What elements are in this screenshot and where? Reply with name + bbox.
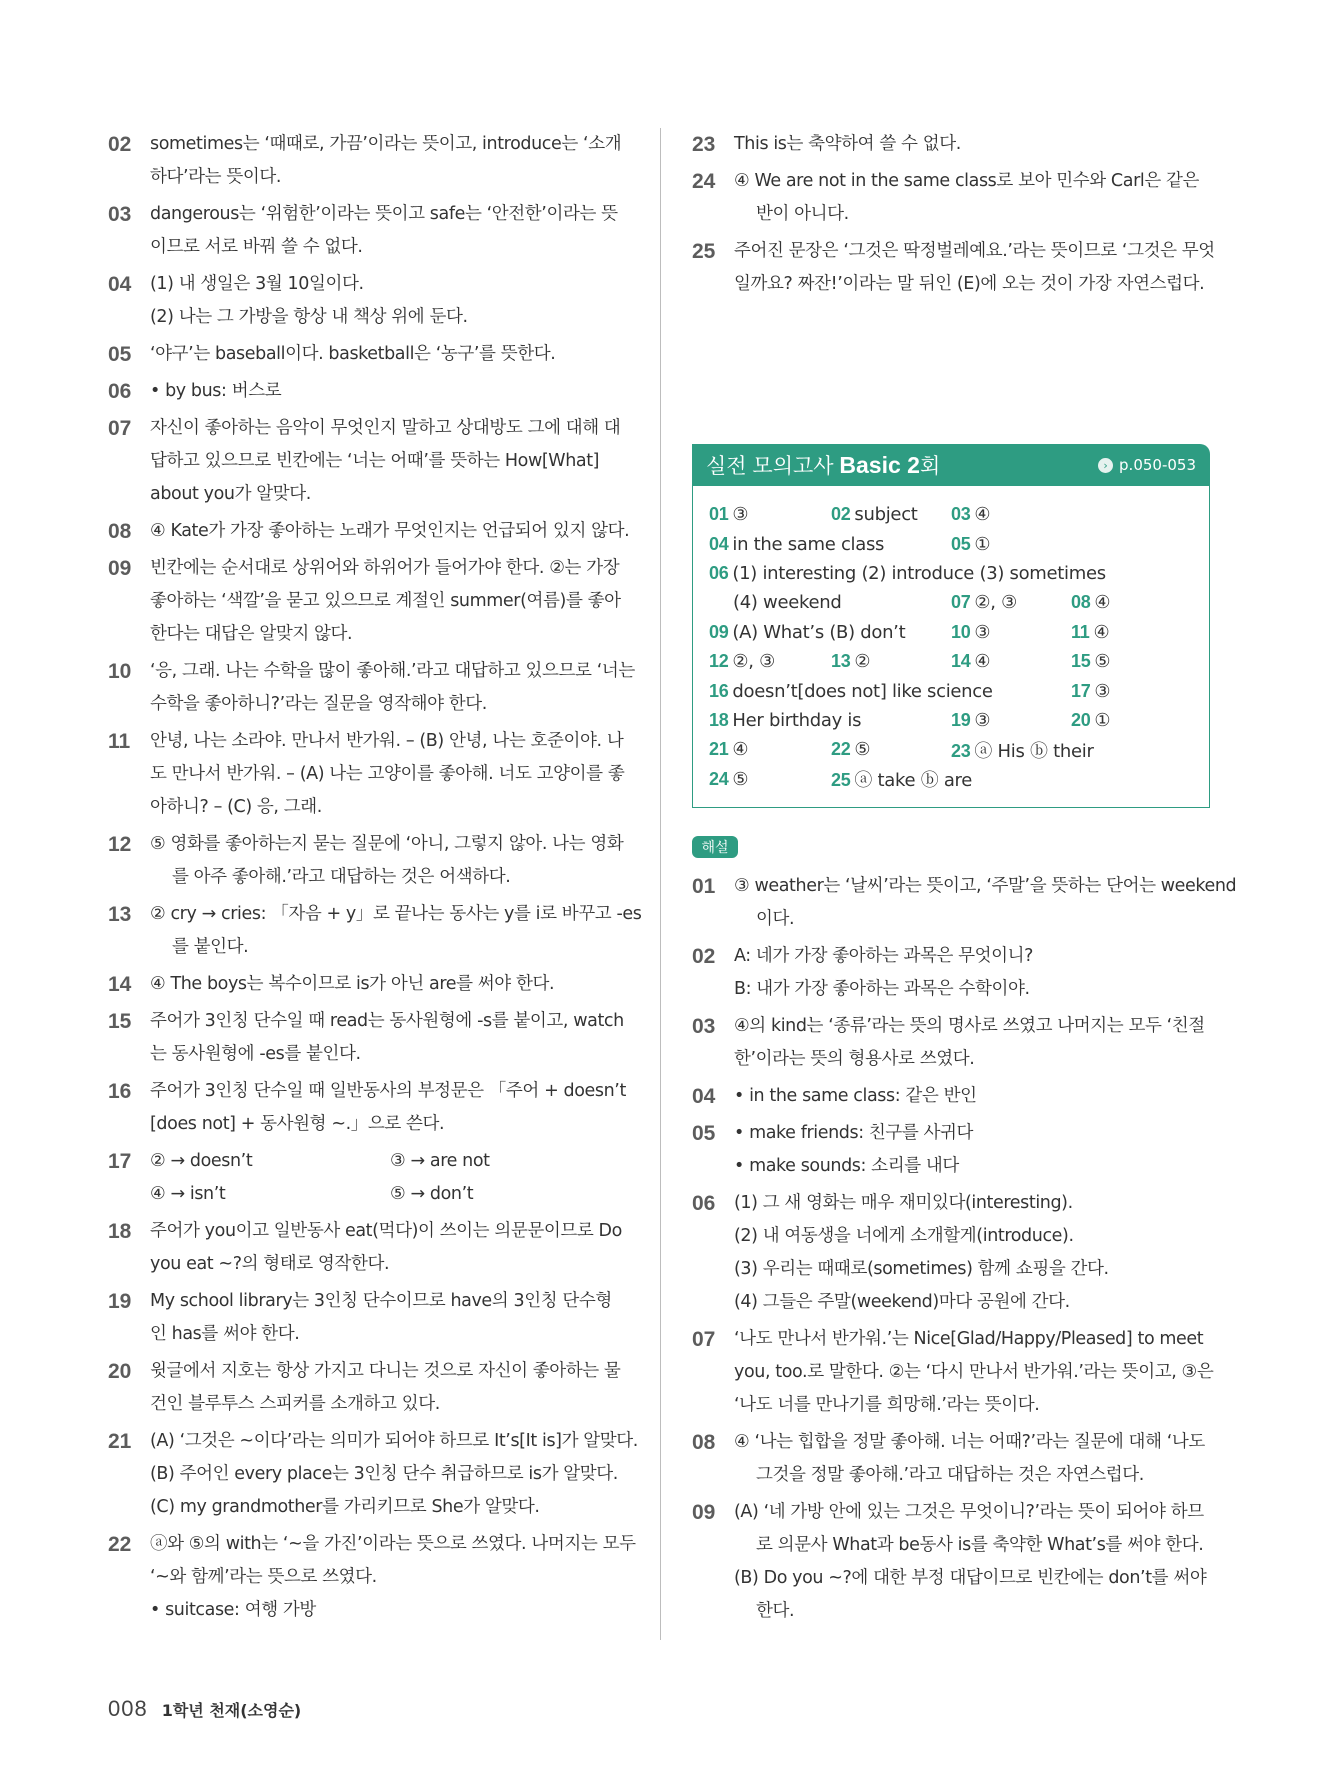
item-number: 17 [108, 1150, 132, 1173]
answer-item: 04 (1) 내 생일은 3월 10일이다. (2) 나는 그 가방을 항상 내 책상 위에 둔다. [108, 268, 631, 334]
item-number: 19 [108, 1290, 132, 1313]
item-number: 06 [108, 380, 132, 403]
item-number: 02 [692, 945, 716, 968]
item-number: 01 [692, 875, 716, 898]
item-number: 14 [108, 973, 132, 996]
answer-item: 04 • in the same class: 같은 반인 [692, 1080, 1212, 1113]
answer-item: 13 ② cry → cries: 「자음 + y」로 끝나는 동사는 y를 i로 바꾸고 -es 를 붙인다. [108, 898, 631, 964]
answer-item: 23 This is는 축약하여 쓸 수 없다. [692, 128, 1212, 161]
book-title: 1학년 천재(소영순) [161, 1701, 302, 1720]
answer-box: 01 ③ 02 subject 03 ④ 04 in the same class 05 ① 06 (1) interesting (2) introduce (3) sometimes (4) weekend 07 ②, ③ 08 ④ 09 (A) What’s (B) don’t 10 ③ 11 ④ 12 ②, ③ 13 ② 14 ④ 15 ⑤ 16 doesn’t[does not] like science 17 ③ 18 Her birthday is 19 ③ 20 ① 21 ④ 22 ⑤ 23 ⓐ His ⓑ their 24 ⑤ 25 ⓐ take ⓑ are [692, 486, 1210, 808]
left-column [108, 128, 642, 1631]
item-number: 16 [108, 1080, 132, 1103]
item-number: 20 [108, 1360, 132, 1383]
item-number: 04 [108, 273, 132, 296]
right-column-top [692, 128, 1215, 305]
answer-item: 03 ④의 kind는 ‘종류’라는 뜻의 명사로 쓰였고 나머지는 모두 ‘친절 한’이라는 뜻의 형용사로 쓰였다. [692, 1010, 1212, 1076]
answer-item: 07 자신이 좋아하는 음악이 무엇인지 말하고 상대방도 그에 대해 대 답하고 있으므로 빈칸에는 ‘너는 어때’를 뜻하는 How[What] about you가 알맞다. [108, 412, 631, 511]
item-number: 05 [692, 1122, 716, 1145]
answer-item: 09 (A) ‘네 가방 안에 있는 그것은 무엇이니?’라는 뜻이 되어야 하므 로 의문사 What과 be동사 is를 축약한 What’s를 써야 한다. (B) Do you ~?에 대한 부정 대답이므로 빈칸에는 don’t를 써야 한다. [692, 1496, 1212, 1628]
item-number: 07 [692, 1328, 716, 1351]
item-number: 08 [692, 1431, 716, 1454]
answer-item: 01 ③ weather는 ‘날씨’라는 뜻이고, ‘주말’을 뜻하는 단어는 weekend 이다. [692, 870, 1212, 936]
item-number: 15 [108, 1010, 132, 1033]
item-number: 09 [108, 557, 132, 580]
answer-item: 06 (1) 그 새 영화는 매우 재미있다(interesting). (2) 내 여동생을 너에게 소개할게(introduce). (3) 우리는 때때로(sometimes) 함께 쇼핑을 간다. (4) 그들은 주말(weekend)마다 공원에 간다. [692, 1187, 1212, 1319]
answer-item: 24 ④ We are not in the same class로 보아 민수와 Carl은 같은 반이 아니다. [692, 165, 1212, 231]
answer-box-title: 실전 모의고사 Basic 2회 [706, 452, 941, 478]
answer-item: 05 ‘야구’는 baseball이다. basketball은 ‘농구’를 뜻한다. [108, 338, 631, 371]
answer-item: 22 ⓐ와 ⑤의 with는 ‘~을 가진’이라는 뜻으로 쓰였다. 나머지는 모두 ‘~와 함께’라는 뜻으로 쓰였다. • suitcase: 여행 가방 [108, 1528, 631, 1627]
item-number: 25 [692, 240, 716, 263]
answer-item: 05 • make friends: 친구를 사귀다 • make sounds: 소리를 내다 [692, 1117, 1212, 1183]
item-number: 21 [108, 1430, 132, 1453]
item-number: 02 [108, 133, 132, 156]
answer-item: 14 ④ The boys는 복수이므로 is가 아닌 are를 써야 한다. [108, 968, 631, 1001]
explanation-badge: 해설 [692, 836, 738, 858]
item-number: 08 [108, 520, 132, 543]
item-number: 05 [108, 343, 132, 366]
item-number: 23 [692, 133, 716, 156]
answer-item: 18 주어가 you이고 일반동사 eat(먹다)이 쓰이는 의문문이므로 Do you eat ~?의 형태로 영작한다. [108, 1215, 631, 1281]
answer-item: 06 • by bus: 버스로 [108, 375, 631, 408]
answer-item: 20 윗글에서 지호는 항상 가지고 다니는 것으로 자신이 좋아하는 물 건인 블루투스 스피커를 소개하고 있다. [108, 1355, 631, 1421]
answer-item: 25 주어진 문장은 ‘그것은 딱정벌레예요.’라는 뜻이므로 ‘그것은 무엇 일까요? 짜잔!’이라는 말 뒤인 (E)에 오는 것이 가장 자연스럽다. [692, 235, 1212, 301]
item-number: 06 [692, 1192, 716, 1215]
answer-box-header [692, 444, 1210, 486]
item-number: 12 [108, 833, 132, 856]
answer-item: 19 My school library는 3인칭 단수이므로 have의 3인칭 단수형 인 has를 써야 한다. [108, 1285, 631, 1351]
answer-item: 03 dangerous는 ‘위험한’이라는 뜻이고 safe는 ‘안전한’이라는 뜻 이므로 서로 바꿔 쓸 수 없다. [108, 198, 631, 264]
answer-item: 21 (A) ‘그것은 ~이다’라는 의미가 되어야 하므로 It’s[It is]가 알맞다. (B) 주어인 every place는 3인칭 단수 취급하므로 is가 알맞다. (C) my grandmother를 가리키므로 She가 알맞다. [108, 1425, 631, 1524]
answer-item: 17 ② → doesn’t ③ → are not ④ → isn’t ⑤ → don’t [108, 1145, 631, 1211]
answer-item: 02 A: 네가 가장 좋아하는 과목은 무엇이니? B: 내가 가장 좋아하는 과목은 수학이야. [692, 940, 1212, 1006]
item-number: 04 [692, 1085, 716, 1108]
item-number: 03 [108, 203, 132, 226]
item-number: 07 [108, 417, 132, 440]
answer-item: 11 안녕, 나는 소라야. 만나서 반가워. – (B) 안녕, 나는 호준이야. 나 도 만나서 반가워. – (A) 나는 고양이를 좋아해. 너도 고양이를 좋 아하니? – (C) 응, 그래. [108, 725, 631, 824]
item-number: 18 [108, 1220, 132, 1243]
answer-item: 09 빈칸에는 순서대로 상위어와 하위어가 들어가야 한다. ②는 가장 좋아하는 ‘색깔’을 묻고 있으므로 계절인 summer(여름)를 좋아 한다는 대답은 알맞지 않다. [108, 552, 631, 651]
answer-item: 10 ‘응, 그래. 나는 수학을 많이 좋아해.’라고 대답하고 있으므로 ‘너는 수학을 좋아하니?’라는 질문을 영작해야 한다. [108, 655, 631, 721]
item-number: 24 [692, 170, 716, 193]
column-divider [660, 128, 661, 1640]
page-number: 008 [108, 1696, 148, 1721]
item-number: 11 [108, 730, 131, 753]
answer-item: 16 주어가 3인칭 단수일 때 일반동사의 부정문은 「주어 + doesn’t [does not] + 동사원형 ~.」으로 쓴다. [108, 1075, 631, 1141]
item-number: 03 [692, 1015, 716, 1038]
page-reference: › p.050-053 [1098, 456, 1196, 474]
right-column-explanations [692, 870, 1237, 1632]
chevron-right-icon: › [1098, 458, 1113, 473]
answer-item: 02 sometimes는 ‘때때로, 가끔’이라는 뜻이고, introduce는 ‘소개 하다’라는 뜻이다. [108, 128, 631, 194]
answer-item: 08 ④ Kate가 가장 좋아하는 노래가 무엇인지는 언급되어 있지 않다. [108, 515, 631, 548]
item-number: 22 [108, 1533, 132, 1556]
page-footer [108, 1696, 301, 1722]
item-number: 10 [108, 660, 132, 683]
answer-item: 08 ④ ‘나는 힙합을 정말 좋아해. 너는 어때?’라는 질문에 대해 ‘나도 그것을 정말 좋아해.’라고 대답하는 것은 자연스럽다. [692, 1426, 1212, 1492]
answer-item: 15 주어가 3인칭 단수일 때 read는 동사원형에 -s를 붙이고, watch 는 동사원형에 -es를 붙인다. [108, 1005, 631, 1071]
answer-item: 07 ‘나도 만나서 반가워.’는 Nice[Glad/Happy/Pleased] to meet you, too.로 말한다. ②는 ‘다시 만나서 반가워.’라는 뜻이고, ③은 ‘나도 너를 만나기를 희망해.’라는 뜻이다. [692, 1323, 1212, 1422]
item-number: 13 [108, 903, 132, 926]
item-number: 09 [692, 1501, 716, 1524]
answer-item: 12 ⑤ 영화를 좋아하는지 묻는 질문에 ‘아니, 그렇지 않아. 나는 영화 를 아주 좋아해.’라고 대답하는 것은 어색하다. [108, 828, 631, 894]
